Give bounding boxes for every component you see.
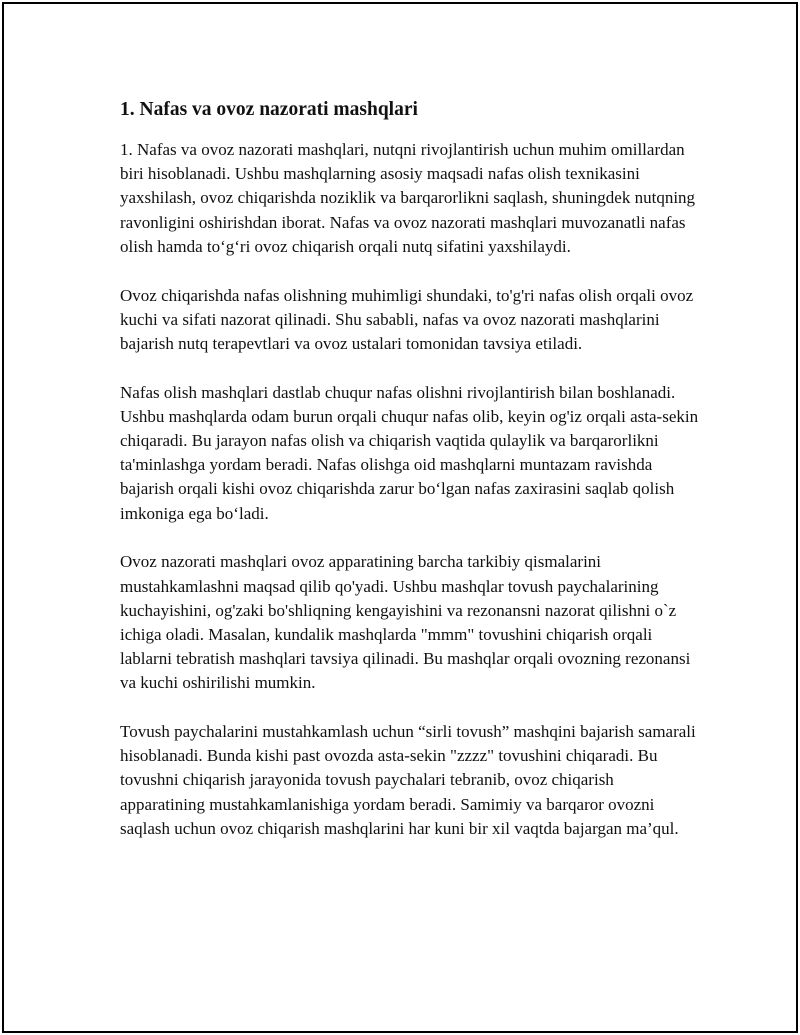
document-body (120, 96, 700, 866)
paragraph: 1. Nafas va ovoz nazorati mashqlari, nutqni rivojlantirish uchun muhim omillardan biri hisoblanadi. Ushbu mashqlarning asosiy maqsadi nafas olish texnikasini yaxshilash, ovoz chiqarishda noziklik va barqarorlikni saqlash, shuningdek nutqning ravonligini oshirishdan iborat. Nafas va ovoz nazorati mashqlari muvozanatli nafas olish hamda to‘g‘ri ovoz chiqarish orqali nutq sifatini yaxshilaydi. (120, 140, 696, 256)
paragraph: Nafas olish mashqlari dastlab chuqur nafas olishni rivojlantirish bilan boshlanadi. Ushbu mashqlarda odam burun orqali chuqur nafas olib, keyin og'iz orqali asta-sekin chiqaradi. Bu jarayon nafas olish va chiqarish vaqtida qulaylik va barqarorlikni ta'minlashga yordam beradi. Nafas olishga oid mashqlarni muntazam ravishda bajarish orqali kishi ovoz chiqarishda zarur bo‘lgan nafas zaxirasini saqlab qolish imkoniga ega bo‘ladi. (120, 382, 699, 523)
paragraph: Ovoz nazorati mashqlari ovoz apparatining barcha tarkibiy qismalarini mustahkamlashni maqsad qilib qo'yadi. Ushbu mashqlar tovush paychalarining kuchayishini, og'zaki bo'shliqning kengayishini va rezonansni nazorat qilishni o`z ichiga oladi. Masalan, kundalik mashqlarda "mmm" tovushini chiqarish orqali lablarni tebratish mashqlari tavsiya qilinadi. Bu mashqlar orqali ovozning rezonansi va kuchi oshirilishi mumkin. (120, 552, 691, 693)
document-page (2, 2, 798, 1033)
paragraph: Ovoz chiqarishda nafas olishning muhimligi shundaki, to'g'ri nafas olish orqali ovoz kuchi va sifati nazorat qilinadi. Shu sababli, nafas va ovoz nazorati mashqlarini bajarish nutq terapevtlari va ovoz ustalari tomonidan tavsiya etiladi. (120, 285, 694, 353)
paragraph: Tovush paychalarini mustahkamlash uchun “sirli tovush” mashqini bajarish samarali hisoblanadi. Bunda kishi past ovozda asta-sekin "zzzz" tovushini chiqaradi. Bu tovushni chiqarish jarayonida tovush paychalari tebranib, ovoz chiqarish apparatining mustahkamlanishiga yordam beradi. Samimiy va barqaror ovozni saqlash uchun ovoz chiqarish mashqlarini har kuni bir xil vaqtda bajargan ma’qul. (120, 722, 696, 838)
document-title: 1. Nafas va ovoz nazorati mashqlari (120, 99, 418, 120)
